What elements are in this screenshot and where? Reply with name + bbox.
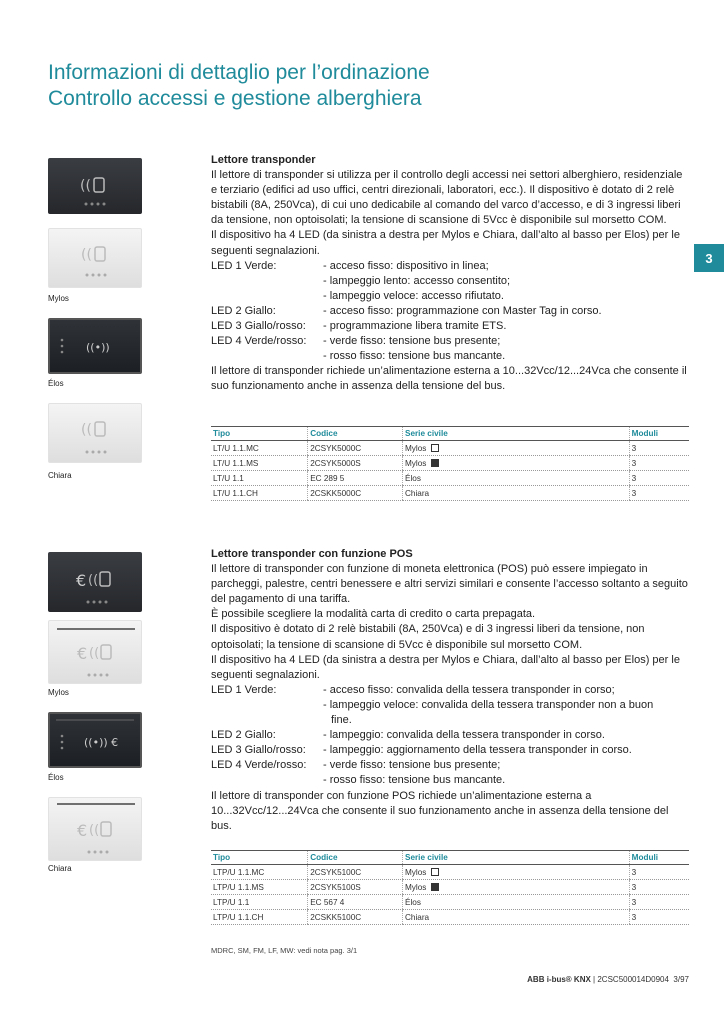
order-table-pos [211, 850, 689, 925]
led-label: LED 4 Verde/rosso: [211, 759, 307, 772]
caption-chiara: Chiara [48, 471, 72, 480]
paragraph: Il lettore di transponder si utilizza per il controllo degli accessi nei settori alberghiero, residenziale e terziario (edifici ad uso uffici, centri direzionali, laboratori, ecc.). Il dispositivo è dotato di 2 relè bistabili (8A, 250Vca), di cui uno dedicabile al comando del varco d’accesso, e di 3 ingressi liberi da tensione, non optoisolati; la tensione di scansione di 5Vcc è disponibile sul morsetto COM. [211, 169, 683, 227]
filled-square-icon [431, 883, 439, 891]
col-header-serie: Serie civile [402, 851, 629, 865]
led-value: - verde fisso: tensione bus presente; [323, 335, 501, 348]
filled-square-icon [431, 459, 439, 467]
transponder-mylos-white-image [48, 228, 142, 288]
cell-serie [402, 880, 629, 895]
cell-codice: 2CSYK5100C [308, 865, 403, 880]
brand-name: ABB i-bus® KNX [527, 975, 591, 984]
cell-tipo: LT/U 1.1.CH [211, 486, 308, 501]
col-header-codice: Codice [308, 851, 403, 865]
svg-text:((: (( [81, 247, 92, 263]
led-value: - verde fisso: tensione bus presente; [323, 759, 501, 772]
table-row [211, 910, 689, 925]
cell-codice: EC 567 4 [308, 895, 403, 910]
cell-tipo: LTP/U 1.1.MC [211, 865, 308, 880]
cell-moduli: 3 [629, 895, 689, 910]
svg-text:€: € [77, 644, 88, 663]
led-value: - lampeggio veloce: accesso rifiutato. [323, 289, 504, 302]
page-footer [527, 975, 689, 984]
cell-tipo: LT/U 1.1 [211, 471, 308, 486]
col-header-moduli: Moduli [629, 427, 689, 441]
cell-tipo: LTP/U 1.1 [211, 895, 308, 910]
col-header-codice: Codice [308, 427, 403, 441]
svg-text:((: (( [81, 422, 92, 438]
pos-elos-image [48, 712, 142, 768]
transponder-icon [49, 404, 142, 463]
cell-tipo: LTP/U 1.1.MS [211, 880, 308, 895]
paragraph: Il lettore di transponder richiede un’alimentazione esterna a 10...32Vcc/12...24Vca che consente il suo funzionamento anche in assenza della tensione del bus. [211, 365, 687, 393]
pos-chiara-image [48, 797, 142, 861]
table-row [211, 880, 689, 895]
serie-label: Mylos [404, 443, 427, 453]
section-heading: Lettore transponder [211, 154, 316, 166]
led-label: LED 2 Giallo: [211, 729, 276, 742]
cell-moduli: 3 [629, 865, 689, 880]
paragraph: Il lettore di transponder con funzione di moneta elettronica (POS) può essere impiegato in parcheggi, palestre, centri benessere e altri servizi similari e consente l’accesso soltanto a seguito del pagamento di una tariffa. [211, 563, 688, 606]
page-subtitle: Controllo accessi e gestione alberghiera [48, 87, 422, 110]
pos-transponder-icon [48, 552, 142, 612]
paragraph: Il dispositivo è dotato di 2 relè bistabili (8A, 250Vca) e di 3 ingressi liberi da tensione, non optoisolati; la tensione di scansione di 5Vcc è disponibile sul morsetto COM. [211, 623, 645, 651]
paragraph: Il dispositivo ha 4 LED (da sinistra a destra per Mylos e Chiara, dall’alto al basso per Elos) per le seguenti segnalazioni. [211, 229, 680, 257]
empty-square-icon [431, 868, 439, 876]
chapter-tab: 3 [694, 244, 724, 272]
serie-label: Mylos [404, 882, 427, 892]
transponder-mylos-dark-image [48, 158, 142, 214]
svg-text:((: (( [89, 646, 100, 661]
pos-mylos-white-image [48, 620, 142, 684]
cell-moduli: 3 [629, 456, 689, 471]
paragraph: È possibile scegliere la modalità carta di credito o carta prepagata. [211, 608, 536, 621]
led-value: - lampeggio: convalida della tessera transponder in corso. [323, 729, 605, 742]
table-row [211, 471, 689, 486]
svg-text:((•)) €: ((•)) € [84, 736, 119, 749]
table-row [211, 895, 689, 910]
cell-tipo: LT/U 1.1.MC [211, 441, 308, 456]
caption-mylos: Mylos [48, 688, 69, 697]
led-value: - lampeggio lento: accesso consentito; [323, 274, 511, 287]
cell-tipo: LTP/U 1.1.CH [211, 910, 308, 925]
led-label: LED 1 Verde: [211, 259, 277, 272]
order-table-transponder [211, 426, 689, 501]
table-row [211, 486, 689, 501]
transponder-elos-image [48, 318, 142, 374]
led-value: - programmazione libera tramite ETS. [323, 320, 507, 333]
serie-label: Mylos [404, 458, 427, 468]
transponder-icon [49, 229, 142, 288]
col-header-tipo: Tipo [211, 851, 308, 865]
col-header-serie: Serie civile [402, 427, 629, 441]
svg-text:((: (( [89, 823, 100, 838]
svg-text:((: (( [88, 573, 99, 588]
cell-serie [402, 865, 629, 880]
cell-tipo: LT/U 1.1.MS [211, 456, 308, 471]
pos-transponder-icon [49, 621, 142, 684]
cell-moduli: 3 [629, 880, 689, 895]
col-header-tipo: Tipo [211, 427, 308, 441]
cell-serie [402, 441, 629, 456]
cell-codice: 2CSYK5000C [308, 441, 403, 456]
led-value: - acceso fisso: programmazione con Master Tag in corso. [323, 304, 602, 317]
cell-codice: 2CSKK5100C [308, 910, 403, 925]
paragraph: Il dispositivo ha 4 LED (da sinistra a destra per Mylos e Chiara, dall’alto al basso per Elos) per le seguenti segnalazioni. [211, 653, 680, 681]
cell-moduli: 3 [629, 441, 689, 456]
cell-serie: Élos [402, 471, 629, 486]
caption-chiara: Chiara [48, 864, 72, 873]
led-value: - acceso fisso: convalida della tessera transponder in corso; [323, 683, 615, 696]
transponder-chiara-image [48, 403, 142, 463]
svg-text:€: € [77, 821, 88, 840]
svg-text:((: (( [80, 178, 91, 194]
cell-serie [402, 456, 629, 471]
section-heading: Lettore transponder con funzione POS [211, 548, 413, 560]
section-transponder-pos [211, 547, 689, 834]
cell-serie: Élos [402, 895, 629, 910]
cell-codice: EC 289 5 [308, 471, 403, 486]
paragraph: Il lettore di transponder con funzione POS richiede un’alimentazione esterna a 10...32Vcc/12...24Vca che consente il suo funzionamento anche in assenza della tensione del bus. [211, 789, 669, 832]
page-number: 3/97 [673, 975, 689, 984]
pos-transponder-icon [49, 798, 142, 861]
svg-text:€: € [76, 571, 87, 590]
cell-moduli: 3 [629, 471, 689, 486]
serie-label: Mylos [404, 867, 427, 877]
led-label: LED 1 Verde: [211, 683, 277, 696]
document-code: | 2CSC500014D0904 [593, 975, 669, 984]
led-value: - lampeggio veloce: convalida della tessera transponder non a buon [323, 698, 654, 711]
svg-text:((•)): ((•)) [86, 341, 110, 354]
transponder-icon [50, 320, 140, 372]
empty-square-icon [431, 444, 439, 452]
page-title: Informazioni di dettaglio per l’ordinazione [48, 61, 430, 84]
caption-elos: Élos [48, 773, 64, 782]
led-label: LED 3 Giallo/rosso: [211, 744, 306, 757]
cell-codice: 2CSYK5100S [308, 880, 403, 895]
footnote: MDRC, SM, FM, LF, MW: vedi nota pag. 3/1 [211, 946, 358, 955]
led-value: - rosso fisso: tensione bus mancante. [323, 350, 506, 363]
caption-mylos: Mylos [48, 294, 69, 303]
pos-transponder-icon [50, 714, 140, 766]
cell-codice: 2CSYK5000S [308, 456, 403, 471]
table-row [211, 865, 689, 880]
led-value: - lampeggio: aggiornamento della tessera transponder in corso. [323, 744, 632, 757]
cell-serie: Chiara [402, 486, 629, 501]
col-header-moduli: Moduli [629, 851, 689, 865]
table-row [211, 441, 689, 456]
led-value: - rosso fisso: tensione bus mancante. [323, 774, 506, 787]
cell-moduli: 3 [629, 910, 689, 925]
led-value: fine. [331, 714, 352, 727]
table-row [211, 456, 689, 471]
led-label: LED 2 Giallo: [211, 304, 276, 317]
led-label: LED 4 Verde/rosso: [211, 335, 307, 348]
transponder-icon [48, 158, 142, 214]
cell-moduli: 3 [629, 486, 689, 501]
caption-elos: Élos [48, 379, 64, 388]
led-label: LED 3 Giallo/rosso: [211, 320, 306, 333]
section-transponder [211, 153, 689, 395]
cell-serie: Chiara [402, 910, 629, 925]
led-value: - acceso fisso: dispositivo in linea; [323, 259, 489, 272]
cell-codice: 2CSKK5000C [308, 486, 403, 501]
pos-mylos-dark-image [48, 552, 142, 612]
